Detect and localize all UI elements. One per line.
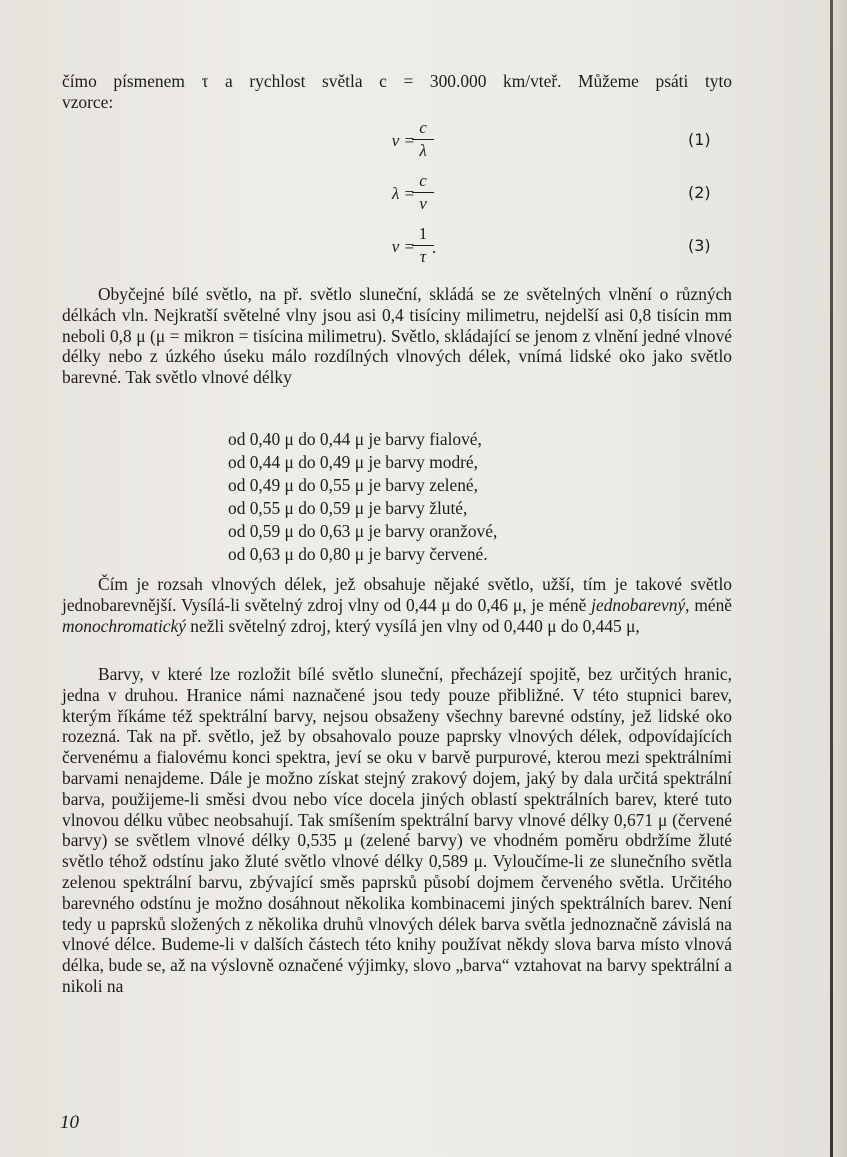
equation-denominator: λ bbox=[419, 141, 427, 160]
term-jednobarevny: jednobarevný bbox=[591, 594, 686, 615]
equation-2 bbox=[0, 171, 847, 217]
equation-lhs: ν = bbox=[391, 131, 415, 150]
equation-numerator: c bbox=[419, 171, 427, 190]
table-row: od 0,44 μ do 0,49 μ je barvy modré, bbox=[228, 452, 478, 472]
equation-fraction bbox=[412, 118, 434, 161]
table-row: od 0,59 μ do 0,63 μ je barvy oranžové, bbox=[228, 521, 498, 541]
fraction-bar bbox=[412, 192, 434, 193]
paragraph-1: Obyčejné bílé světlo, na př. světlo sluneční, skládá se ze světelných vlnění o různých délkách vln. Nejkratší světelné vlny jsou asi 0,4 tisíciny milimetru, nejdelší asi 0,8 tisícin mm neboli 0,8 μ (μ = mikron = tisícina milimetru). Světlo, skládající se jenom z vlnění jedné vlnové délky nebo z úzkého úseku málo rozdílných vlnových délek, vnímá lidské oko jako světlo barevné. Tak světlo vlnové délky bbox=[62, 284, 732, 388]
equation-lhs: ν = bbox=[391, 237, 415, 256]
equation-number: (3) bbox=[688, 236, 711, 255]
equation-numerator: c bbox=[419, 118, 427, 137]
intro-line-2: vzorce: bbox=[62, 91, 114, 112]
equation-1 bbox=[0, 118, 847, 164]
table-row: od 0,49 μ do 0,55 μ je barvy zelené, bbox=[228, 475, 478, 495]
equation-fraction bbox=[412, 224, 437, 267]
equation-numerator: 1 bbox=[418, 224, 428, 243]
paragraph-2-part-1: Čím je rozsah vlnových délek, jež obsahuje nějaké světlo, užší, tím je takové světlo jednobarevnější. Vysílá-li světelný zdroj vlny od 0,44 μ do 0,46 μ, je méně bbox=[62, 574, 732, 615]
equation-denominator: ν bbox=[419, 194, 427, 213]
paragraph-3: Barvy, v které lze rozložit bílé světlo sluneční, přecházejí spojitě, bez určitých hranic, jedna v druhou. Hranice námi naznačené jsou tedy pouze přibližné. V této stupnici barev, kterým říkáme též spektrální barvy, nejsou obsaženy všechny barevné odstíny, jež lidské oko rozezná. Tak na př. světlo, jež by obsahovalo pouze paprsky vlnových délek, odpovídajících červenému a fialovému konci spektra, jeví se oku v barvě purpurové, kterou mezi spektrálními barvami nenajdeme. Dále je možno získat stejný zrakový dojem, jaký by dala určitá spektrální barva, použijeme-li směsi dvou nebo více docela jiných oblastí spektrálních barev, které tuto vlnovou délku vůbec neobsahují. Tak smíšením spektrální barvy vlnové délky 0,671 μ (červené barvy) se světlem vlnové délky 0,535 μ (zelené barvy) ve vhodném poměru obdržíme žluté světlo téhož odstínu jako žluté světlo vlnové délky 0,589 μ. Vyloučíme-li ze slunečního světla zelenou spektrální barvu, zbývající směs paprsků působí dojmem červeného světla. Určitého barevného odstínu je možno dosáhnout několika kombinacemi jiných spektrálních barev. Není tedy u paprsků složených z několika druhů vlnových délek barva světla jednoznačně závislá na vlnové délce. Budeme-li v dalších částech této knihy používat někdy slova barva místo vlnová délka, bude se, až na výslovně označené výjimky, slovo „barva“ vztahovat na barvy spektrální a nikoli na bbox=[62, 664, 732, 996]
paragraph-2 bbox=[62, 574, 732, 636]
page-number: 10 bbox=[60, 1112, 79, 1133]
equation-fraction bbox=[412, 171, 434, 214]
table-row: od 0,40 μ do 0,44 μ je barvy fialové, bbox=[228, 429, 482, 449]
table-row: od 0,63 μ do 0,80 μ je barvy červené. bbox=[228, 544, 488, 564]
paragraph-2-part-2: , méně bbox=[685, 594, 732, 615]
equation-number: (2) bbox=[688, 183, 711, 202]
paragraph-2-part-3: nežli světelný zdroj, který vysílá jen vlny od 0,440 μ do 0,445 μ, bbox=[185, 615, 640, 636]
fraction-bar bbox=[412, 139, 434, 140]
intro-text bbox=[62, 71, 732, 113]
term-monochromaticky: monochromatický bbox=[62, 615, 186, 636]
equation-number: (1) bbox=[688, 130, 711, 149]
equation-3 bbox=[0, 224, 847, 270]
table-row: od 0,55 μ do 0,59 μ je barvy žluté, bbox=[228, 498, 468, 518]
fraction-bar bbox=[412, 245, 434, 246]
wavelength-color-table bbox=[228, 428, 497, 566]
equation-denominator: τ bbox=[419, 247, 427, 266]
intro-line-1: čímo písmenem τ a rychlost světla c = 300.000 km/vteř. Můžeme psáti tyto bbox=[62, 71, 732, 91]
equation-lhs: λ = bbox=[391, 184, 415, 203]
equation-tail: . bbox=[432, 238, 437, 257]
